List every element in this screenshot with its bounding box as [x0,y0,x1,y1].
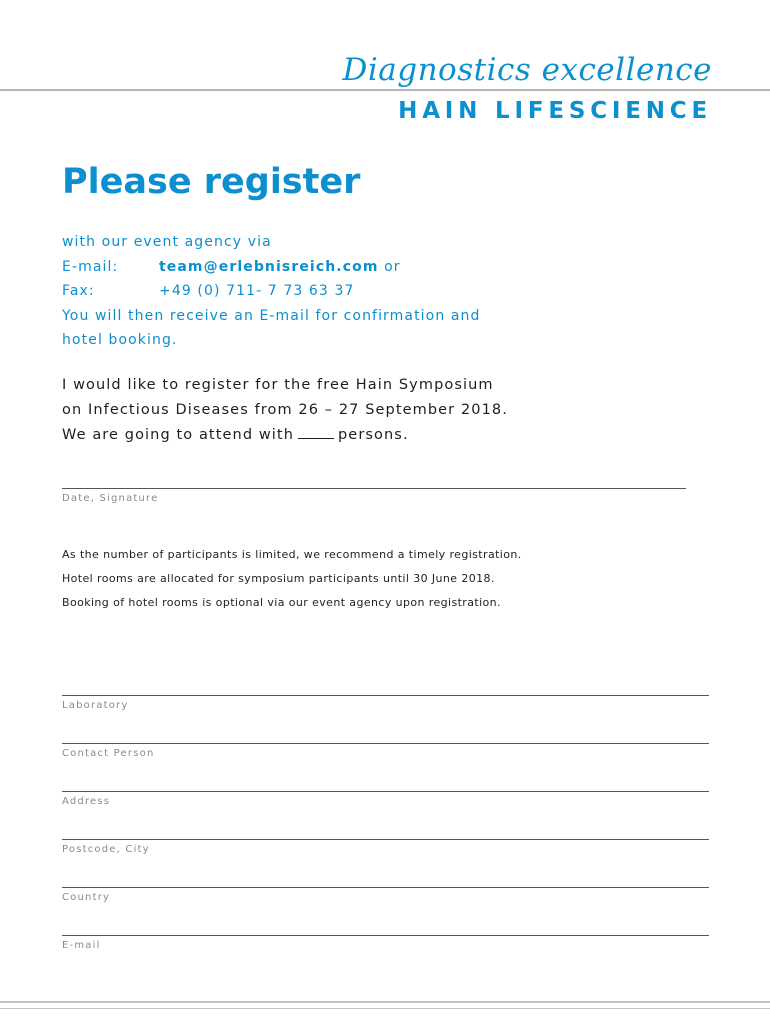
email-field-line[interactable] [62,935,709,936]
country-field-label: Country [62,892,111,903]
attendance-suffix: persons. [338,427,409,443]
tagline: Diagnostics excellence [342,52,712,88]
postcode-city-field-line[interactable] [62,839,709,840]
registration-statement [62,373,508,448]
fax-number: +49 (0) 711- 7 73 63 37 [159,283,355,299]
agency-email-link[interactable]: team@erlebnisreich.com [159,258,379,275]
fax-label: Fax: [62,283,95,299]
email-field-label: E-mail [62,940,101,951]
country-field-line[interactable] [62,887,709,888]
persons-count-blank[interactable] [298,426,334,439]
attendance-prefix: We are going to attend with [62,427,294,443]
page-title: Please register [62,162,361,202]
signature-line[interactable] [62,488,686,489]
footer-rule [0,1008,770,1009]
note-line: Hotel rooms are allocated for symposium participants until 30 June 2018. [62,572,495,585]
notes-block [62,543,522,615]
agency-intro: with our event agency via [62,234,272,250]
confirm-line-1: You will then receive an E-mail for confirmation and [62,307,481,324]
address-field-label: Address [62,796,111,807]
contact-person-field-label: Contact Person [62,748,155,759]
note-line: Booking of hotel rooms is optional via our event agency upon registration. [62,596,501,609]
agency-contact-block [62,230,481,353]
address-field-line[interactable] [62,791,709,792]
note-line: As the number of participants is limited, we recommend a timely registration. [62,548,522,561]
footer-rule [0,1001,770,1003]
registration-line-1: I would like to register for the free Hain Symposium [62,377,494,393]
confirm-line-2: hotel booking. [62,332,178,348]
email-row [62,255,481,280]
signature-label: Date, Signature [62,493,159,504]
email-suffix: or [384,258,401,275]
fax-row [62,279,481,304]
brand-logo-text: HAIN LIFESCIENCE [398,98,712,124]
laboratory-field-line[interactable] [62,695,709,696]
header-rule [0,89,770,91]
registration-line-2: on Infectious Diseases from 26 – 27 September 2018. [62,402,508,418]
contact-person-field-line[interactable] [62,743,709,744]
registration-line-3 [62,423,508,448]
laboratory-field-label: Laboratory [62,700,129,711]
email-label: E-mail: [62,258,119,275]
postcode-city-field-label: Postcode, City [62,844,150,855]
